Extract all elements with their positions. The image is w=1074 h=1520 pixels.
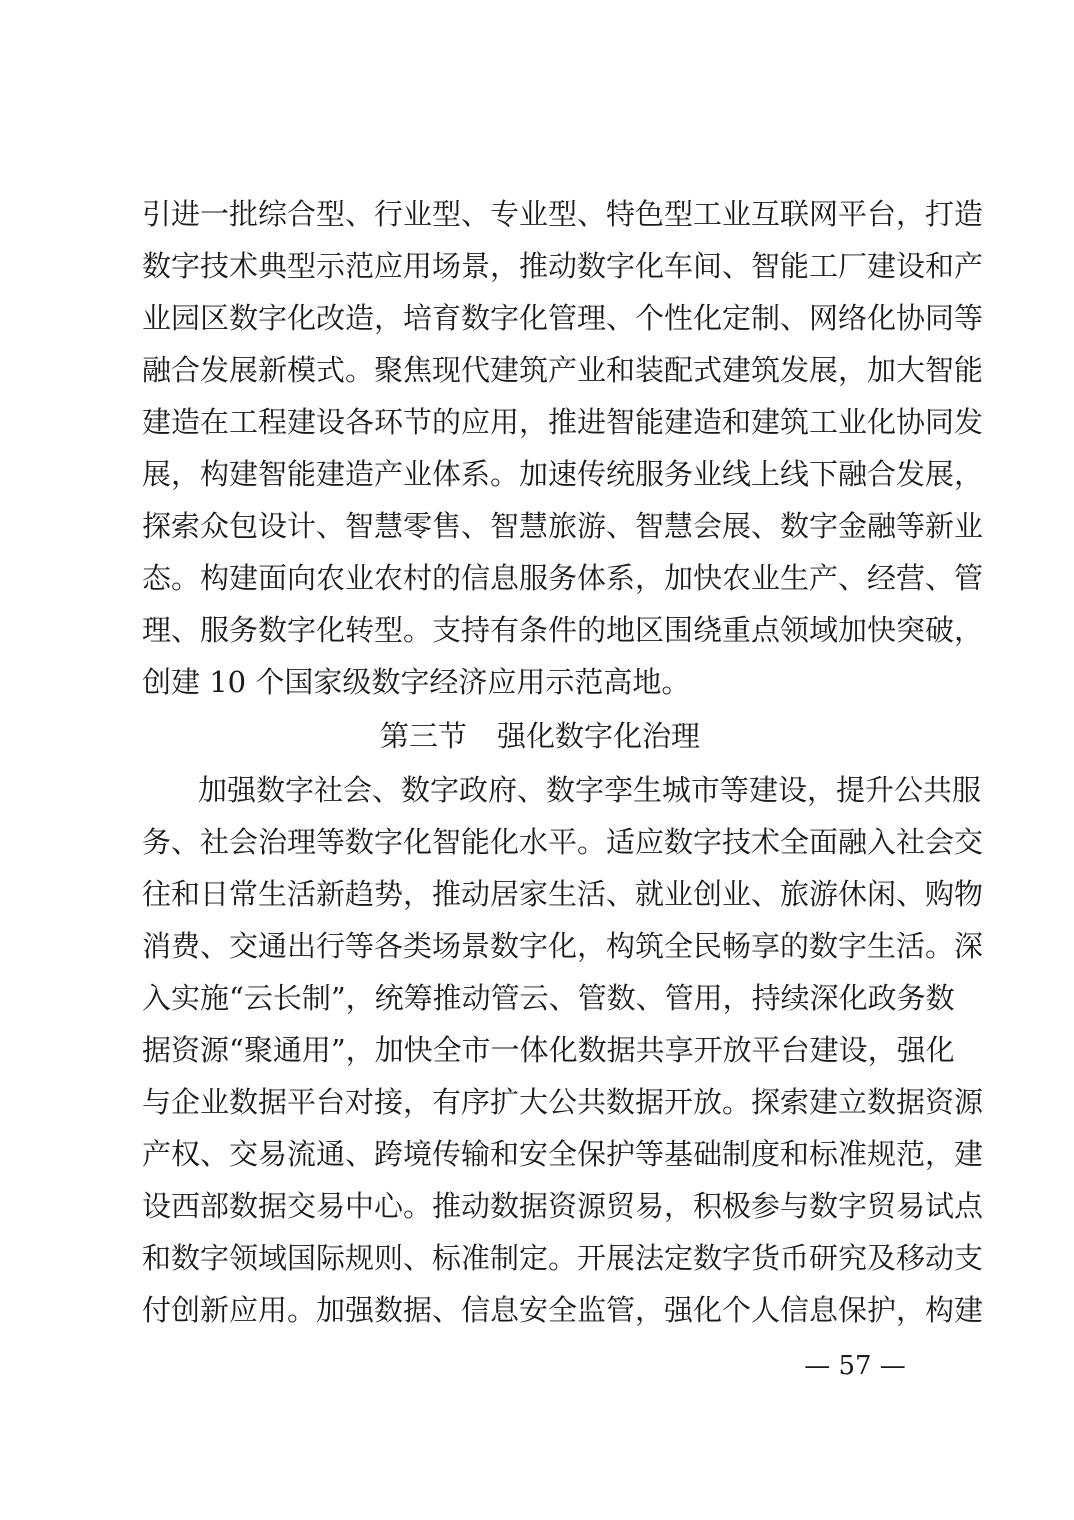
paragraph2-line-6: 据资源“聚通用”，加快全市一体化数据共享开放平台建设，强化	[142, 1033, 955, 1067]
paragraph1-line-3: 业园区数字化改造，培育数字化管理、个性化定制、网络化协同等	[142, 301, 984, 335]
section-heading	[142, 712, 938, 760]
paragraph1-line-2: 数字技术典型示范应用场景，推动数字化车间、智能工厂建设和产	[142, 249, 984, 283]
paragraph2-line-7: 与企业数据平台对接，有序扩大公共数据开放。探索建立数据资源	[142, 1085, 984, 1119]
paragraph1-line-10: 创建 10 个国家级数字经济应用示范高地。	[142, 665, 691, 699]
page-number: — 57 —	[804, 1351, 906, 1381]
paragraph1-line-8: 态。构建面向农业农村的信息服务体系，加快农业生产、经营、管	[142, 561, 984, 595]
paragraph1-line-1: 引进一批综合型、行业型、专业型、特色型工业互联网平台，打造	[142, 197, 984, 231]
paragraph2-line-11: 付创新应用。加强数据、信息安全监管，强化个人信息保护，构建	[142, 1293, 984, 1327]
paragraph2-line-5: 入实施“云长制”，统筹推动管云、管数、管用，持续深化政务数	[142, 981, 955, 1015]
paragraph2-line-9: 设西部数据交易中心。推动数据资源贸易，积极参与数字贸易试点	[142, 1189, 984, 1223]
paragraph1-line-9: 理、服务数字化转型。支持有条件的地区围绕重点领域加快突破，	[142, 613, 984, 647]
section-title: 强化数字化治理	[497, 719, 701, 753]
paragraph1-line-6: 展，构建智能建造产业体系。加速传统服务业线上线下融合发展，	[142, 457, 984, 491]
paragraph1-line-7: 探索众包设计、智慧零售、智慧旅游、智慧会展、数字金融等新业	[142, 509, 984, 543]
paragraph1-line-5: 建造在工程建设各环节的应用，推进智能建造和建筑工业化协同发	[142, 405, 984, 439]
section-number: 第三节	[379, 719, 467, 753]
paragraph2-line-1: 加强数字社会、数字政府、数字孪生城市等建设，提升公共服	[198, 773, 982, 807]
paragraph1-line-4: 融合发展新模式。聚焦现代建筑产业和装配式建筑发展，加大智能	[142, 353, 984, 387]
paragraph2-line-10: 和数字领域国际规则、标准制定。开展法定数字货币研究及移动支	[142, 1241, 984, 1275]
paragraph2-line-8: 产权、交易流通、跨境传输和安全保护等基础制度和标准规范，建	[142, 1137, 984, 1171]
paragraph2-line-2: 务、社会治理等数字化智能化水平。适应数字技术全面融入社会交	[142, 825, 984, 859]
paragraph2-line-4: 消费、交通出行等各类场景数字化，构筑全民畅享的数字生活。深	[142, 929, 984, 963]
paragraph2-line-3: 往和日常生活新趋势，推动居家生活、就业创业、旅游休闲、购物	[142, 877, 984, 911]
